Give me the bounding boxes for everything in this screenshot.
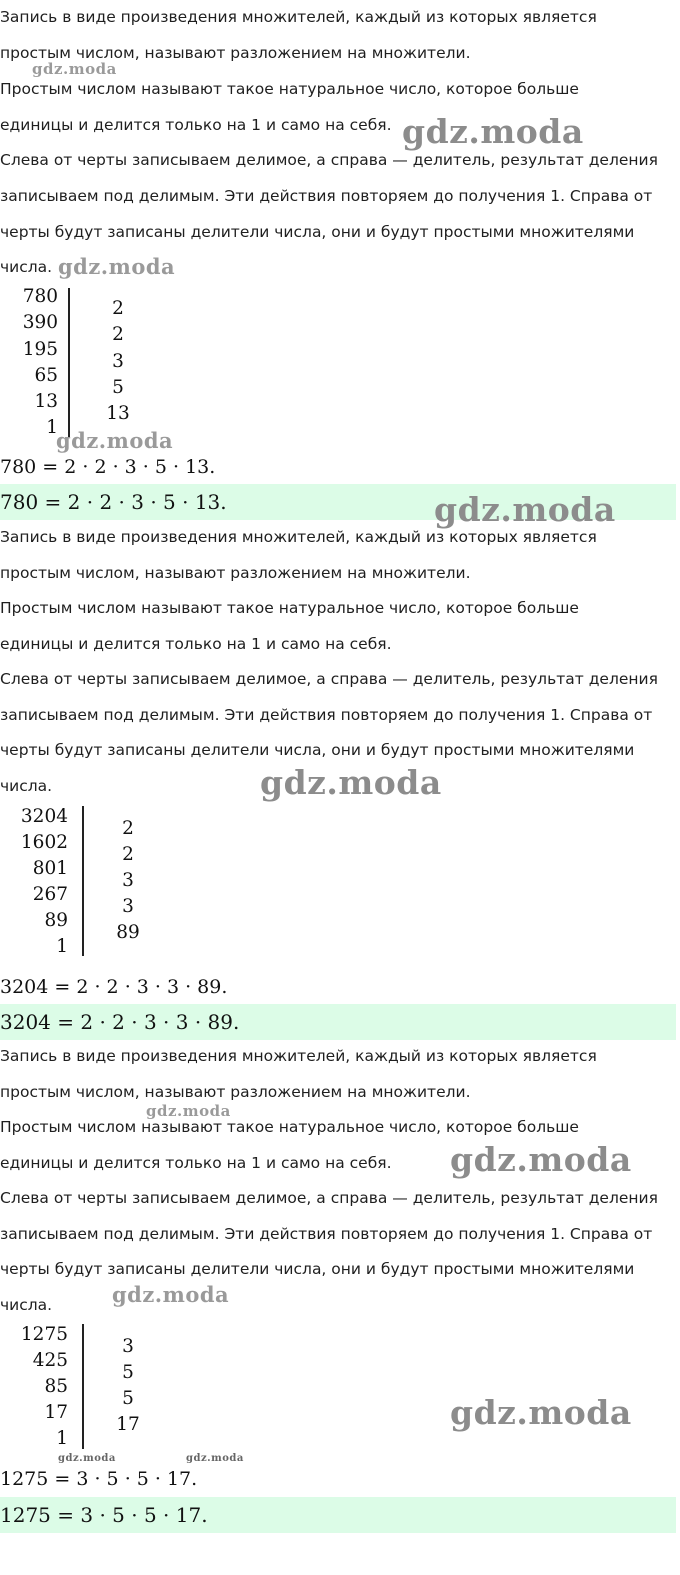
answer-highlight [0,1497,676,1533]
answer-equation: 1275 = 3 · 5 · 5 · 17. [0,1503,208,1527]
text-line: Слева от черты записываем делимое, а справа — делитель, результат деления [0,670,658,688]
dividend: 13 [34,391,58,412]
divisor: 89 [116,922,140,943]
dividend: 195 [22,339,58,360]
dividend: 89 [44,910,68,931]
dividend: 390 [22,312,58,333]
dividend: 65 [34,365,58,386]
dividend: 780 [22,286,58,307]
dividend: 85 [44,1376,68,1397]
dividend: 425 [32,1350,68,1371]
divisor: 17 [116,1414,140,1435]
divisor: 3 [122,1336,134,1357]
answer-equation: 3204 = 2 · 2 · 3 · 3 · 89. [0,1010,240,1034]
watermark: gdz.moda [434,490,616,529]
text-line: записываем под делимым. Эти действия повторяем до получения 1. Справа от [0,706,653,724]
divisor: 2 [112,298,124,319]
text-line: Запись в виде произведения множителей, каждый из которых является [0,8,597,26]
text-line: числа. [0,1296,53,1314]
text-line: Простым числом называют такое натуральное число, которое больше [0,1118,579,1136]
text-line: записываем под делимым. Эти действия повторяем до получения 1. Справа от [0,1225,653,1243]
watermark: gdz.moda [450,1140,632,1179]
watermark: gdz.moda [56,428,174,453]
divisor: 2 [122,818,134,839]
dividend: 267 [32,884,68,905]
answer-highlight [0,1004,676,1040]
text-line: простым числом, называют разложением на множители. [0,564,471,582]
watermark: gdz.moda [260,763,442,802]
text-line: простым числом, называют разложением на множители. [0,1083,471,1101]
text-line: Простым числом называют такое натуральное число, которое больше [0,599,579,617]
watermark: gdz.moda [450,1393,632,1432]
result-equation: 3204 = 2 · 2 · 3 · 3 · 89. [0,976,228,998]
answer-equation: 780 = 2 · 2 · 3 · 5 · 13. [0,490,227,514]
division-line [82,1324,84,1449]
text-line: единицы и делится только на 1 и само на себя. [0,116,392,134]
watermark: gdz.moda [32,60,117,78]
text-line: числа. [0,258,53,276]
text-line: черты будут записаны делители числа, они и будут простыми множителями [0,1260,635,1278]
text-line: черты будут записаны делители числа, они и будут простыми множителями [0,741,635,759]
watermark: gdz.moda [112,1282,230,1307]
divisor: 2 [122,844,134,865]
text-line: числа. [0,777,53,795]
dividend: 801 [32,858,68,879]
text-line: черты будут записаны делители числа, они и будут простыми множителями [0,223,635,241]
dividend: 1 [46,417,58,438]
text-line: единицы и делится только на 1 и само на себя. [0,635,392,653]
watermark: gdz.moda [402,112,584,151]
dividend: 17 [44,1402,68,1423]
divisor: 3 [122,870,134,891]
text-line: Слева от черты записываем делимое, а справа — делитель, результат деления [0,1189,658,1207]
result-equation: 780 = 2 · 2 · 3 · 5 · 13. [0,456,216,478]
watermark: gdz.moda [58,254,176,279]
result-equation: 1275 = 3 · 5 · 5 · 17. [0,1468,198,1490]
watermark: gdz.moda [58,1453,116,1464]
divisor: 5 [112,377,124,398]
divisor: 5 [122,1388,134,1409]
dividend: 1602 [20,832,68,853]
text-line: простым числом, называют разложением на множители. [0,44,471,62]
dividend: 1275 [20,1324,68,1345]
dividend: 1 [56,1428,68,1449]
text-line: записываем под делимым. Эти действия повторяем до получения 1. Справа от [0,187,653,205]
text-line: Простым числом называют такое натуральное число, которое больше [0,80,579,98]
text-line: единицы и делится только на 1 и само на себя. [0,1154,392,1172]
divisor: 2 [112,324,124,345]
watermark: gdz.moda [146,1102,231,1120]
text-line: Запись в виде произведения множителей, каждый из которых является [0,1047,597,1065]
dividend: 3204 [20,806,68,827]
division-line [82,806,84,956]
divisor: 5 [122,1362,134,1383]
watermark: gdz.moda [186,1453,244,1464]
text-line: Запись в виде произведения множителей, каждый из которых является [0,528,597,546]
divisor: 13 [106,403,130,424]
dividend: 1 [56,936,68,957]
divisor: 3 [112,351,124,372]
text-line: Слева от черты записываем делимое, а справа — делитель, результат деления [0,151,658,169]
divisor: 3 [122,896,134,917]
division-line [68,288,70,438]
